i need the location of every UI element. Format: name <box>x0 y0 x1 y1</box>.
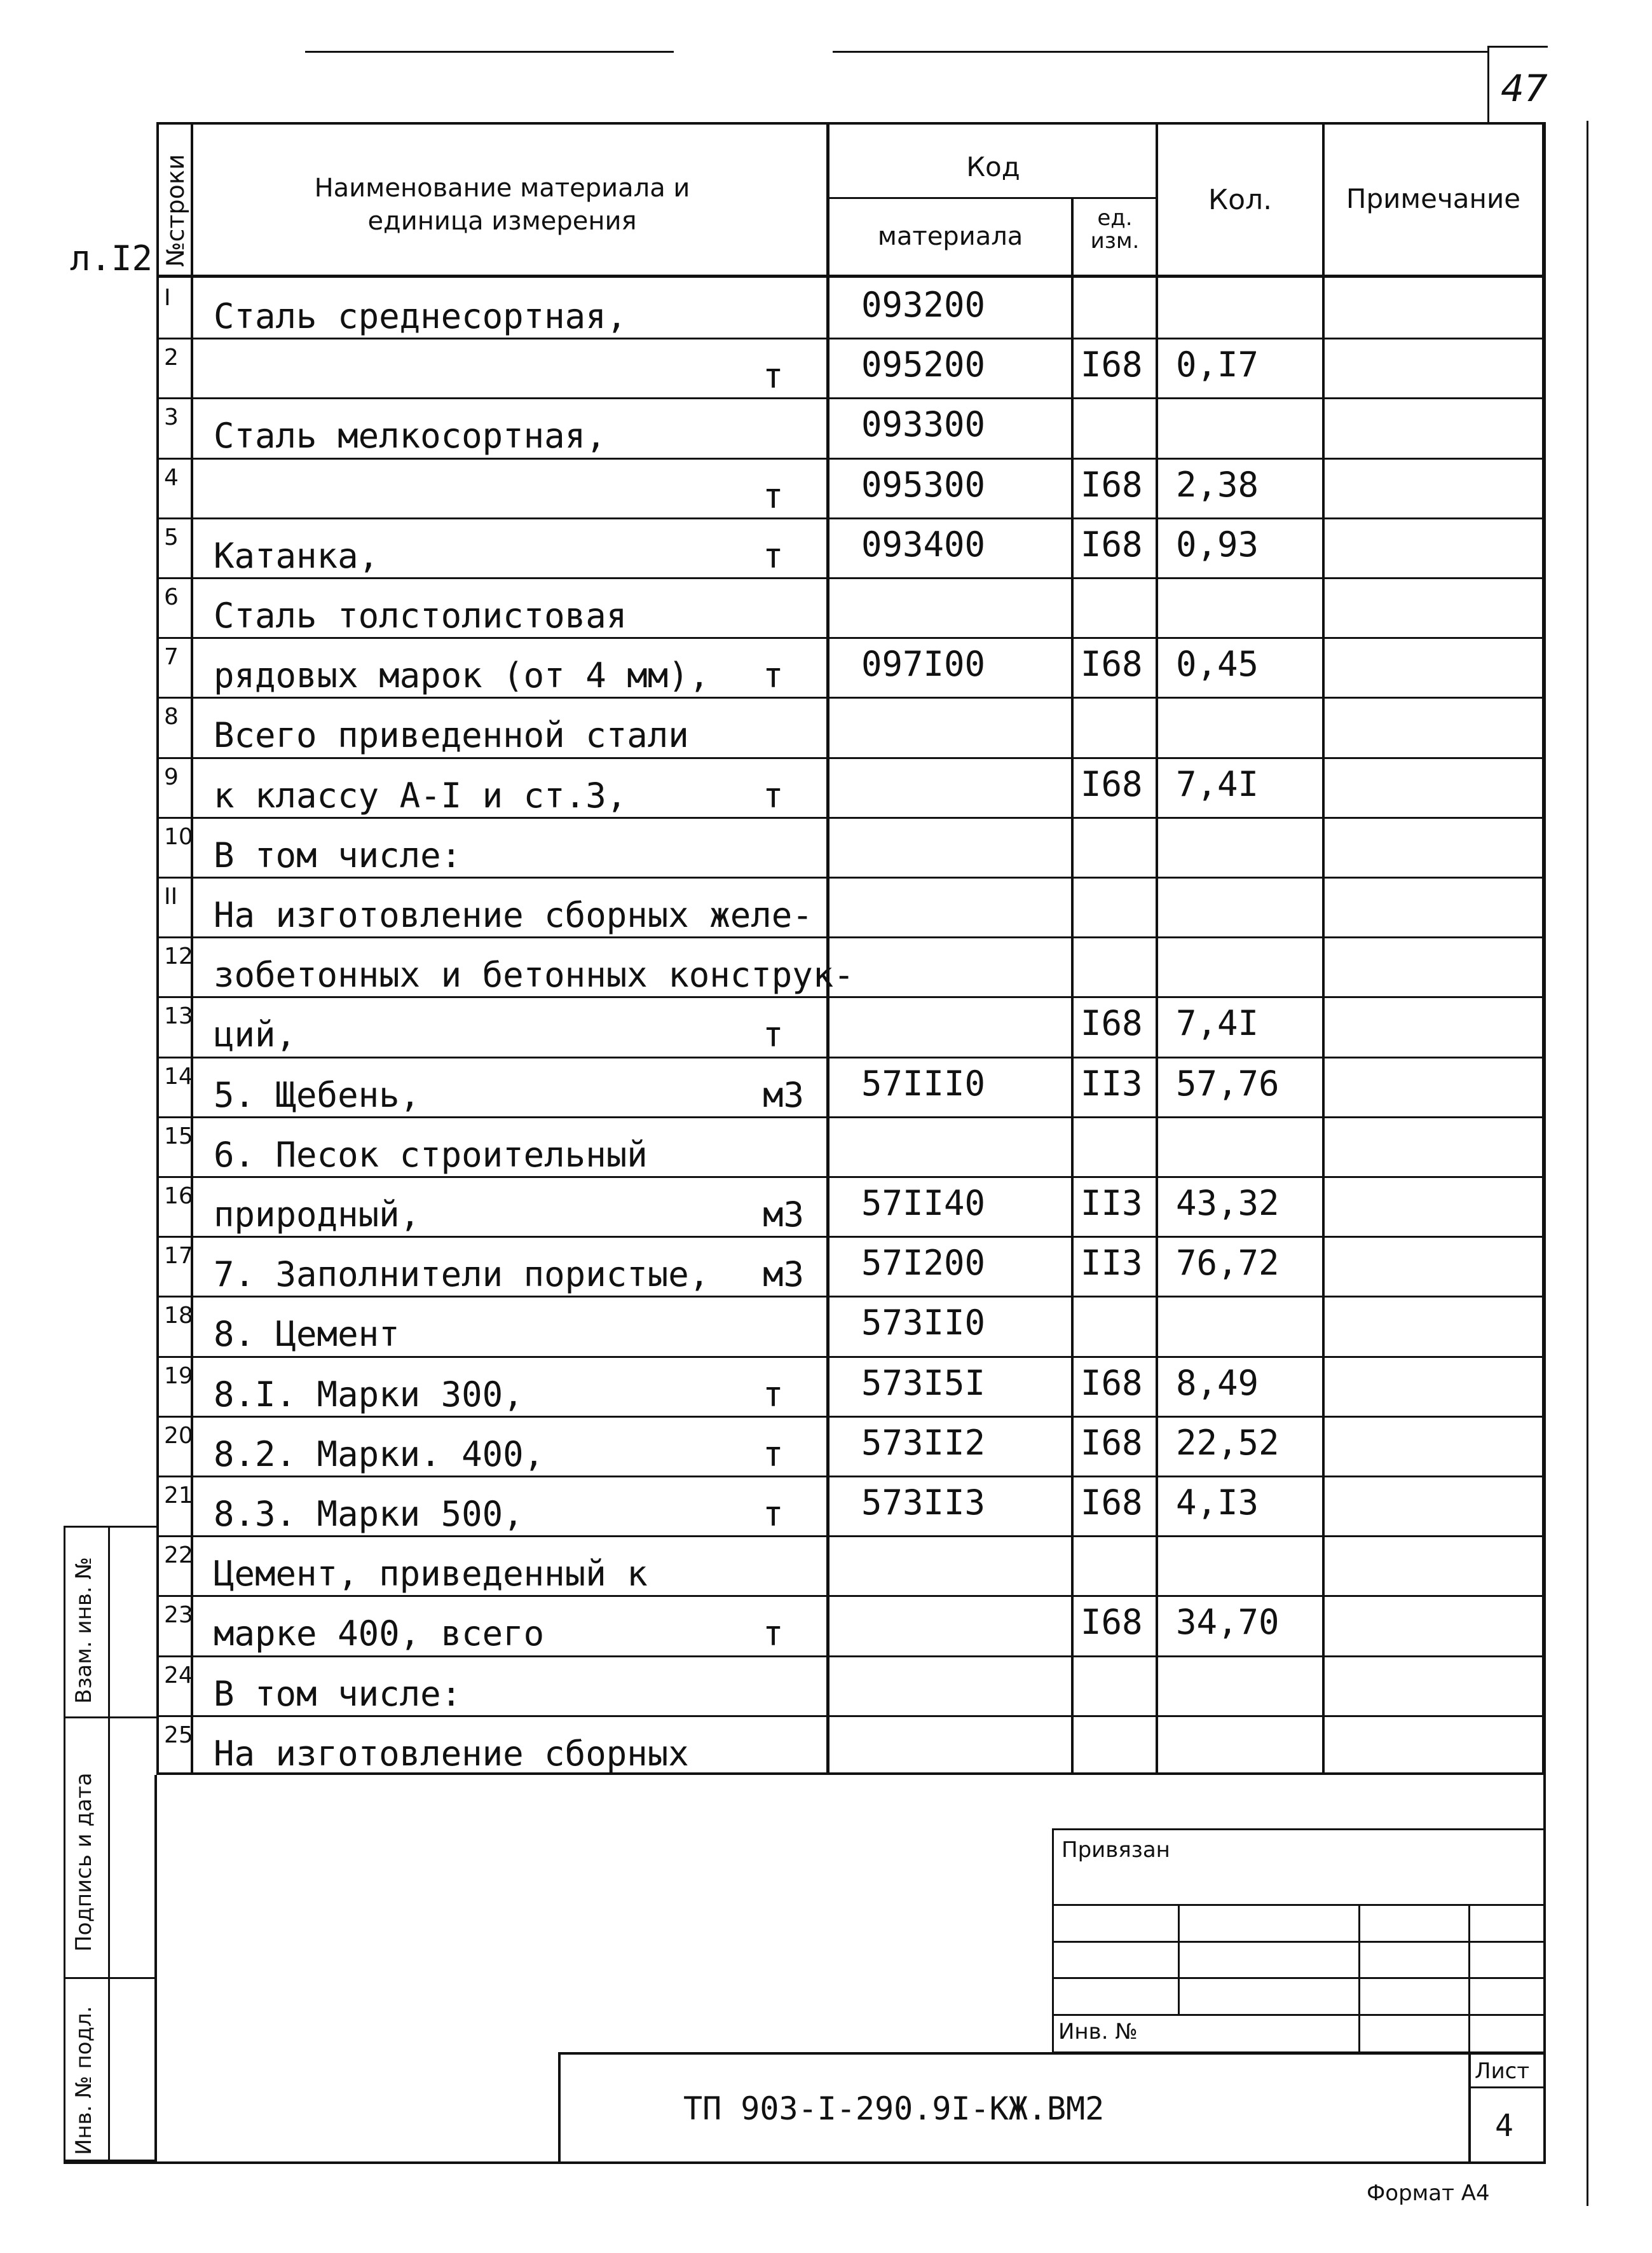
material-name: В том числе: <box>214 835 462 875</box>
unit-code: I68 <box>1081 1423 1143 1463</box>
title-block-list-line <box>1468 2086 1545 2088</box>
row-number: 9 <box>164 764 179 790</box>
sheet-number-box <box>1487 46 1548 123</box>
top-rule-left <box>305 51 674 53</box>
col-line-qty <box>1322 122 1325 1775</box>
quantity: 22,52 <box>1176 1423 1280 1463</box>
quantity: 0,I7 <box>1176 345 1259 385</box>
measure-unit: т <box>763 1613 784 1654</box>
row-number: 10 <box>164 824 193 850</box>
measure-unit: м3 <box>763 1195 805 1235</box>
row-divider <box>156 1057 1546 1058</box>
material-code: 57III0 <box>861 1064 986 1104</box>
row-divider <box>156 1116 1546 1118</box>
measure-unit: т <box>763 655 784 695</box>
col-line-code <box>1071 197 1074 1775</box>
stamp-line-1 <box>1052 1904 1545 1906</box>
row-divider <box>156 637 1546 639</box>
unit-code: I68 <box>1081 1483 1143 1523</box>
side-label-vzam: Взам. инв. № <box>71 1557 97 1704</box>
material-name: 7. Заполнители пористые, <box>214 1254 710 1294</box>
row-number: 4 <box>164 465 179 491</box>
row-divider <box>156 936 1546 938</box>
material-name: марке 400, всего <box>214 1613 545 1654</box>
row-divider <box>156 1236 1546 1238</box>
side-margin-divider <box>108 1526 110 2161</box>
unit-code: II3 <box>1081 1183 1143 1223</box>
right-margin-line <box>1587 121 1588 2206</box>
unit-code: I68 <box>1081 465 1143 505</box>
row-divider <box>156 338 1546 339</box>
unit-code: I68 <box>1081 1363 1143 1403</box>
row-divider <box>156 1416 1546 1418</box>
header-code: Код <box>966 151 1020 182</box>
row-number: 3 <box>164 404 179 430</box>
material-name: Сталь среднесортная, <box>214 296 627 336</box>
material-name: природный, <box>214 1195 421 1235</box>
stamp-col-1 <box>1178 1904 1180 2014</box>
header-code-unit: ед. изм. <box>1090 205 1140 254</box>
row-number: 24 <box>164 1662 193 1688</box>
material-name: рядовых марок (от 4 мм), <box>214 655 710 695</box>
stamp-line-4 <box>1052 2014 1545 2016</box>
row-divider <box>156 757 1546 759</box>
unit-code: I68 <box>1081 764 1143 804</box>
row-number: 23 <box>164 1602 193 1628</box>
material-code: 573I5I <box>861 1363 986 1403</box>
stamp-list-label: Лист <box>1475 2058 1530 2084</box>
header-code-material: материала <box>877 222 1023 251</box>
row-divider <box>156 1176 1546 1178</box>
material-name: В том числе: <box>214 1674 462 1714</box>
col-line-unit <box>1156 122 1158 1775</box>
measure-unit: т <box>763 476 784 516</box>
material-name: Цемент, приведенный к <box>214 1554 648 1594</box>
material-code: 573II3 <box>861 1483 986 1523</box>
row-divider <box>156 1595 1546 1597</box>
unit-code: I68 <box>1081 644 1143 684</box>
side-label-podpis: Подпись и дата <box>71 1772 97 1952</box>
side-margin-line-1 <box>64 1716 156 1718</box>
row-divider <box>156 458 1546 460</box>
quantity: 4,I3 <box>1176 1483 1259 1523</box>
side-label-inv-podl: Инв. № подл. <box>71 2006 97 2155</box>
measure-unit: т <box>763 1015 784 1055</box>
material-code: 095300 <box>861 465 986 505</box>
unit-code: II3 <box>1081 1064 1143 1104</box>
header-name: Наименование материала и единица измерения <box>314 174 690 236</box>
material-code: 097I00 <box>861 644 986 684</box>
material-name: 8.2. Марки. 400, <box>214 1434 545 1474</box>
material-name: зобетонных и бетонных конструк- <box>214 955 854 995</box>
quantity: 2,38 <box>1176 465 1259 505</box>
row-number: II <box>164 884 178 910</box>
material-name: 8.I. Марки 300, <box>214 1374 524 1414</box>
row-divider <box>156 577 1546 579</box>
quantity: 0,45 <box>1176 644 1259 684</box>
quantity: 0,93 <box>1176 524 1259 565</box>
material-code: 095200 <box>861 345 986 385</box>
material-code: 093300 <box>861 404 986 444</box>
measure-unit: т <box>763 356 784 396</box>
stamp-line-2 <box>1052 1941 1545 1943</box>
row-divider <box>156 1356 1546 1358</box>
row-number: 2 <box>164 345 179 371</box>
row-divider <box>156 517 1546 519</box>
sheet-number: 47 <box>1501 67 1548 110</box>
material-code: 093200 <box>861 285 986 325</box>
measure-unit: м3 <box>763 1254 805 1294</box>
row-divider <box>156 1535 1546 1537</box>
row-divider <box>156 817 1546 819</box>
row-number: 22 <box>164 1542 193 1568</box>
material-code: 573II2 <box>861 1423 986 1463</box>
material-code: 57II40 <box>861 1183 986 1223</box>
row-number: 25 <box>164 1722 193 1748</box>
measure-unit: м3 <box>763 1075 805 1115</box>
top-rule-right <box>833 51 1487 53</box>
material-name: 8. Цемент <box>214 1314 400 1354</box>
material-name: ций, <box>214 1015 297 1055</box>
material-name: Сталь мелкосортная, <box>214 416 606 456</box>
row-divider <box>156 697 1546 699</box>
header-bottom-line <box>156 275 1546 278</box>
side-margin-line-2 <box>64 1977 156 1979</box>
header-note: Примечание <box>1346 183 1521 214</box>
quantity: 7,4I <box>1176 764 1259 804</box>
material-name: На изготовление сборных <box>214 1734 689 1774</box>
quantity: 57,76 <box>1176 1064 1280 1104</box>
material-name: Катанка, <box>214 536 379 576</box>
row-number: I <box>164 285 171 311</box>
material-name: 8.3. Марки 500, <box>214 1494 524 1534</box>
stamp-col-2 <box>1358 1904 1360 2052</box>
format-label: Формат А4 <box>1367 2181 1490 2206</box>
quantity: 76,72 <box>1176 1243 1280 1283</box>
row-divider <box>156 1655 1546 1657</box>
row-divider <box>156 877 1546 879</box>
row-divider <box>156 1296 1546 1298</box>
measure-unit: т <box>763 776 784 816</box>
measure-unit: т <box>763 1434 784 1474</box>
col-line-name <box>826 122 829 1775</box>
unit-code: I68 <box>1081 524 1143 565</box>
material-name: к классу А-I и ст.3, <box>214 776 627 816</box>
row-number: 7 <box>164 644 179 670</box>
row-number: 12 <box>164 943 193 969</box>
row-number: 19 <box>164 1363 193 1389</box>
row-divider <box>156 1715 1546 1717</box>
material-name: 6. Песок строительный <box>214 1135 648 1175</box>
measure-unit: т <box>763 1374 784 1414</box>
header-qty: Кол. <box>1208 184 1273 216</box>
row-number: 14 <box>164 1064 193 1090</box>
stamp-privyazan: Привязан <box>1062 1837 1170 1863</box>
stamp-inv-no: Инв. № <box>1058 2019 1138 2044</box>
title-block-divider <box>1468 2052 1471 2163</box>
quantity: 8,49 <box>1176 1363 1259 1403</box>
header-sub-line <box>826 197 1157 199</box>
sheet-label: л.I2 <box>70 238 153 278</box>
material-name: Всего приведенной стали <box>214 715 689 755</box>
col-line-note <box>1542 122 1545 1775</box>
row-number: 8 <box>164 704 179 730</box>
row-number: 17 <box>164 1243 193 1269</box>
unit-code: I68 <box>1081 1602 1143 1642</box>
row-number: 20 <box>164 1423 193 1449</box>
row-number: 6 <box>164 584 179 610</box>
row-divider <box>156 996 1546 998</box>
header-rowno: №строки <box>161 154 189 267</box>
material-name: Сталь толстолистовая <box>214 596 627 636</box>
row-number: 21 <box>164 1483 193 1509</box>
stamp-list-no: 4 <box>1495 2108 1513 2144</box>
row-divider <box>156 397 1546 399</box>
measure-unit: т <box>763 1494 784 1534</box>
material-code: 093400 <box>861 524 986 565</box>
row-divider <box>156 1476 1546 1477</box>
material-name: На изготовление сборных желе- <box>214 895 813 935</box>
material-name: 5. Щебень, <box>214 1075 421 1115</box>
unit-code: I68 <box>1081 345 1143 385</box>
stamp-line-3 <box>1052 1977 1545 1979</box>
material-code: 57I200 <box>861 1243 986 1283</box>
row-number: 18 <box>164 1303 193 1329</box>
row-number: 15 <box>164 1123 193 1149</box>
lower-frame-left <box>154 1775 157 2163</box>
unit-code: I68 <box>1081 1003 1143 1043</box>
row-number: 13 <box>164 1003 193 1029</box>
row-number: 16 <box>164 1183 193 1209</box>
quantity: 43,32 <box>1176 1183 1280 1223</box>
quantity: 7,4I <box>1176 1003 1259 1043</box>
stamp-col-3 <box>1468 1904 1470 2052</box>
quantity: 34,70 <box>1176 1602 1280 1642</box>
unit-code: II3 <box>1081 1243 1143 1283</box>
measure-unit: т <box>763 536 784 576</box>
material-code: 573II0 <box>861 1303 986 1343</box>
doc-code: ТП 903-I-290.9I-КЖ.ВМ2 <box>683 2090 1105 2127</box>
row-number: 5 <box>164 524 179 551</box>
